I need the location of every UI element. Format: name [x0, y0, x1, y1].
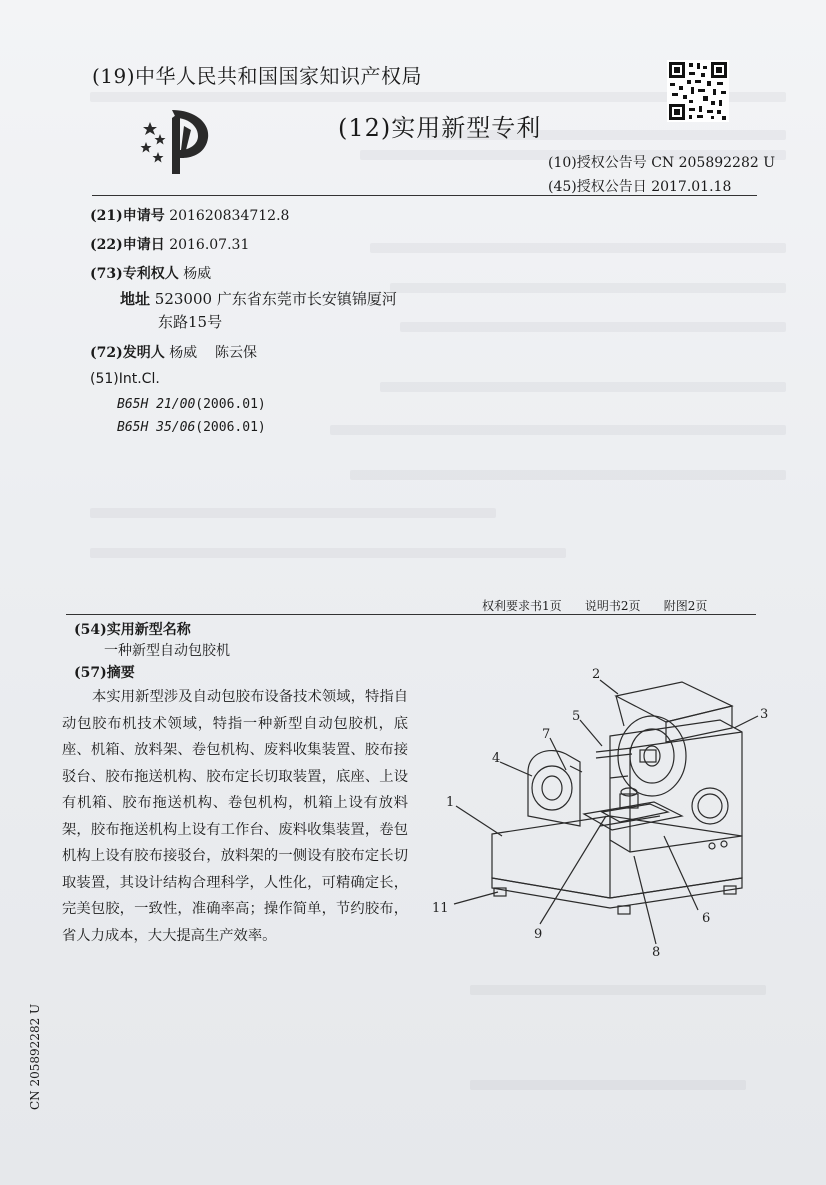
figure-label: 3	[760, 707, 769, 722]
patentee-label: (73)专利权人	[90, 266, 179, 282]
ipc-year: (2006.01)	[195, 397, 266, 412]
figure-label: 8	[652, 945, 661, 960]
header-divider	[92, 195, 757, 196]
abstract-text: 本实用新型涉及自动包胶布设备技术领域，特指自动包胶布机技术领域，特指一种新型自动包胶机，底座、机箱、放料架、卷包机构、废料收集装置、胶布接驳台、胶布拖送机构、胶布定长切取装置，底座、上设有机箱、胶布拖送机构、卷包机构，机箱上设有放料架，胶布拖送机构上设有工作台、废料收集装置，卷包机构上设有胶布接驳台，放料架的一侧设有胶布定长切取装置，其设计结构合理科学，人性化，可精确定长，完美包胶，一致性，准确率高；操作简单，节约胶布，省人力成本，大大提高生产效率。	[62, 689, 408, 944]
ipc-entry	[117, 420, 266, 435]
figure-label: 1	[446, 795, 455, 810]
address	[120, 288, 397, 309]
application-number	[90, 205, 289, 225]
filing-date-label: (22)申请日	[90, 237, 165, 253]
figure-label: 9	[534, 927, 543, 942]
figure-label: 5	[572, 709, 581, 724]
utility-model-title: 一种新型自动包胶机	[104, 643, 230, 659]
filing-date-value: 2016.07.31	[169, 237, 250, 253]
issuing-office: (19)中华人民共和国国家知识产权局	[92, 64, 423, 88]
figure-label: 2	[592, 667, 601, 682]
figure-label: 7	[542, 727, 551, 742]
ipc-year: (2006.01)	[195, 420, 266, 435]
ipc-code: B65H 35/06	[117, 420, 196, 435]
application-number-label: (21)申请号	[90, 208, 165, 224]
address-line-2: 东路15号	[158, 313, 223, 331]
application-number-value: 201620834712.8	[169, 208, 290, 224]
ipc-entry	[117, 397, 266, 412]
figure-label: 4	[492, 751, 501, 766]
document-type: (12)实用新型专利	[338, 114, 542, 142]
publication-date: (45)授权公告日 2017.01.18	[548, 179, 732, 195]
figure-label: 11	[432, 901, 449, 916]
publication-number: (10)授权公告号 CN 205892282 U	[548, 155, 776, 171]
utility-model-title-label: (54)实用新型名称	[74, 622, 191, 638]
side-publication-code: CN 205892282 U	[28, 1003, 42, 1110]
address-label: 地址	[120, 290, 151, 308]
abstract-figure	[420, 666, 780, 966]
inventors-label: (72)发明人	[90, 345, 165, 361]
inventors-value: 杨威 陈云保	[169, 345, 257, 361]
cnipa-emblem-icon	[136, 104, 216, 176]
patentee	[90, 263, 211, 283]
section-divider	[66, 614, 756, 615]
address-line-1: 523000 广东省东莞市长安镇锦厦河	[154, 290, 397, 308]
abstract-label: (57)摘要	[74, 665, 135, 681]
figure-label: 6	[702, 911, 711, 926]
ipc-code: B65H 21/00	[117, 397, 196, 412]
inventors	[90, 342, 257, 362]
patentee-value: 杨威	[183, 266, 212, 282]
qr-code	[667, 60, 729, 122]
page-counts: 权利要求书1页 说明书2页 附图2页	[482, 599, 708, 613]
filing-date	[90, 234, 249, 254]
ipc-label: (51)Int.Cl.	[90, 371, 160, 387]
